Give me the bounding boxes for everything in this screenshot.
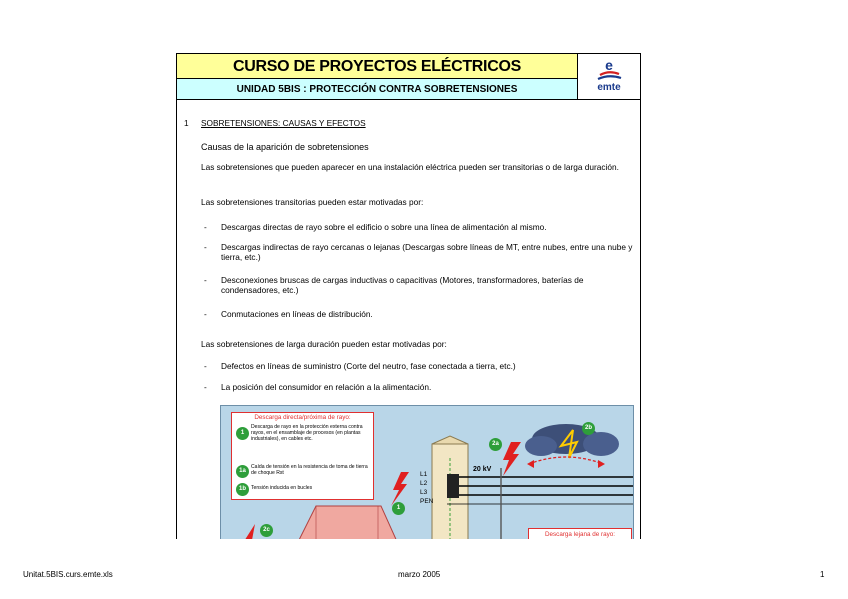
voltage-label: 20 kV — [473, 466, 492, 473]
subheading: Causas de la aparición de sobretensiones — [201, 142, 369, 152]
list-item: Conmutaciones en líneas de distribución. — [221, 309, 373, 319]
bullet: - — [204, 382, 207, 392]
list-item: Defectos en líneas de suministro (Corte del neutro, fase conectada a tierra, etc.) — [221, 361, 516, 371]
line-labels — [420, 470, 433, 506]
list-item: Descargas directas de rayo sobre el edificio o sobre una línea de alimentación al mismo. — [221, 222, 547, 232]
bullet: - — [204, 275, 207, 285]
list-item: La posición del consumidor en relación a la alimentación. — [221, 382, 432, 392]
lightning-diagram — [220, 405, 634, 539]
logo-mark-icon — [578, 54, 641, 84]
intro-paragraph: Las sobretensiones que pueden aparecer en una instalación eléctrica pueden ser transitorias o de larga duración. — [201, 162, 619, 172]
badge-1a: 1a — [236, 465, 249, 478]
logo-letter: e — [605, 57, 613, 73]
distant-lightning-legend — [528, 528, 632, 539]
bullet: - — [204, 222, 207, 232]
badge-2c: 2c — [260, 524, 273, 537]
label-l1: L1 — [420, 471, 428, 478]
bullet: - — [204, 309, 207, 319]
label-l3: L3 — [420, 489, 428, 496]
footer-page-number: 1 — [820, 570, 825, 579]
badge-2b: 2b — [582, 422, 595, 435]
legend-text: Caída de tensión en la resistencia de toma de tierra de choque Rst — [251, 464, 368, 476]
bullet: - — [204, 361, 207, 371]
bullet: - — [204, 242, 207, 252]
footer-filename: Unitat.5BIS.curs.emte.xls — [23, 570, 113, 579]
section-title: SOBRETENSIONES: CAUSAS Y EFECTOS — [201, 118, 366, 128]
long-duration-lead: Las sobretensiones de larga duración pueden estar motivadas por: — [201, 339, 447, 349]
direct-lightning-legend — [231, 412, 374, 500]
badge-1: 1 — [236, 427, 249, 440]
legend-text: Descarga de rayo en la protección externa contra rayos, en el ensamblaje de procesos (en plantas industriales), en cables etc. — [251, 424, 363, 442]
document-title: CURSO DE PROYECTOS ELÉCTRICOS — [177, 54, 577, 79]
logo-text: emte — [597, 82, 621, 93]
footer-date: marzo 2005 — [398, 570, 441, 579]
unit-subtitle: UNIDAD 5BIS : PROTECCIÓN CONTRA SOBRETENSIONES — [177, 79, 577, 100]
legend-text: Tensión inducida en bucles — [251, 485, 313, 491]
list-item: Desconexiones bruscas de cargas inductivas o capacitivas (Motores, transformadores, baterías de condensadores, etc.) — [221, 275, 584, 295]
legend-title: Descarga lejana de rayo: — [544, 531, 615, 538]
label-pen: PEN — [420, 498, 434, 505]
document-sheet — [176, 53, 641, 539]
transient-lead: Las sobretensiones transitorias pueden estar motivadas por: — [201, 197, 424, 207]
legend-title: Descarga directa/próxima de rayo: — [254, 414, 351, 421]
badge-1b: 1b — [236, 483, 249, 496]
section-number: 1 — [184, 118, 189, 128]
emte-logo — [577, 54, 640, 100]
header — [177, 54, 577, 100]
badge-1-marker: 1 — [392, 502, 405, 515]
label-l2: L2 — [420, 480, 428, 487]
badge-2a: 2a — [489, 438, 502, 451]
list-item: Descargas indirectas de rayo cercanas o lejanas (Descargas sobre líneas de MT, entre nubes, entre una nube y tierra, etc.) — [221, 242, 633, 262]
